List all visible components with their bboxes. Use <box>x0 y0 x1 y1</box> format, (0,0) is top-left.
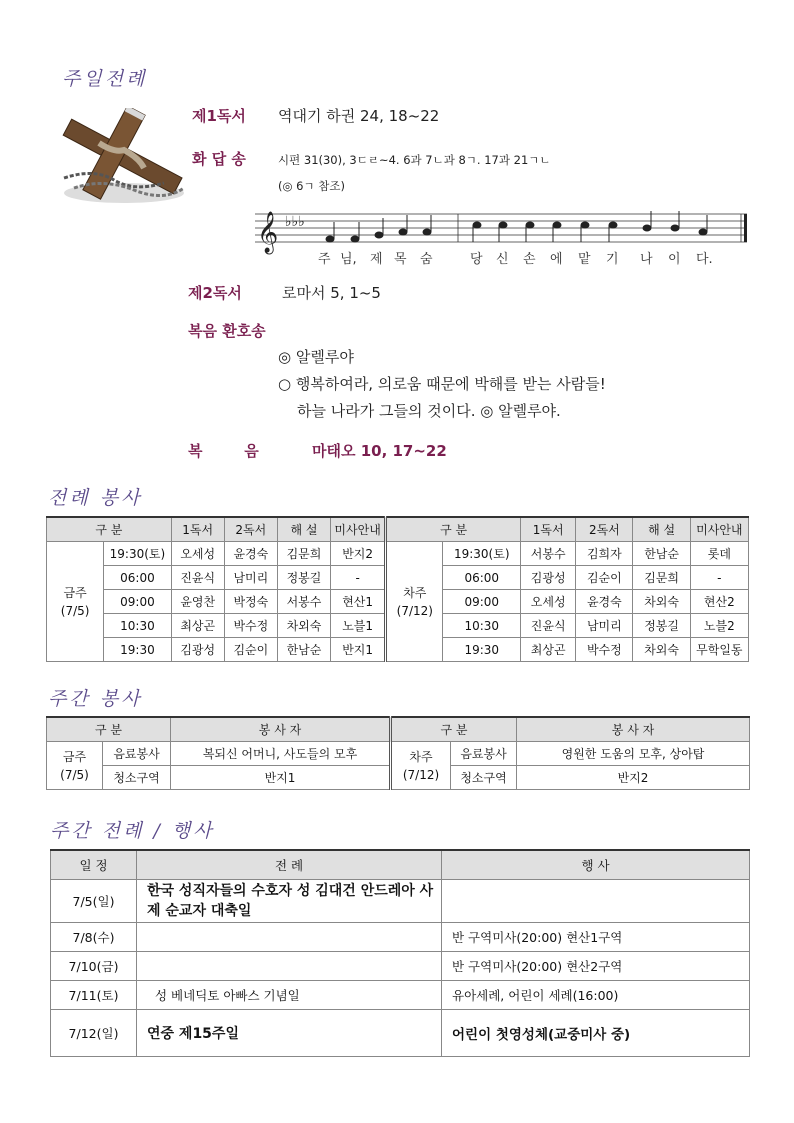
service-who-cell: 반지1 <box>171 766 391 790</box>
reading2-label: 제2독서 <box>188 284 242 302</box>
lyric: 에 <box>550 252 563 267</box>
section-title-liturgy-service: 전례 봉사 <box>48 487 143 509</box>
time-cell: 09:00 <box>104 590 171 614</box>
service-who-cell: 반지2 <box>517 766 750 790</box>
service-kind-cell: 청소구역 <box>103 766 171 790</box>
reader1-cell: 최상곤 <box>521 638 576 662</box>
week-label-this: 금주 (7/5) <box>47 542 104 662</box>
col-header: 구 분 <box>391 717 517 742</box>
service-who-cell: 복되신 어머니, 사도들의 모후 <box>171 742 391 766</box>
col-header: 2독서 <box>224 517 277 542</box>
event-cell: 유아세례, 어린이 세례(16:00) <box>442 981 750 1010</box>
table-row <box>51 880 750 923</box>
lyric: 님, <box>340 252 357 267</box>
reader1-cell: 김광성 <box>171 638 224 662</box>
reader2-cell: 남미리 <box>576 614 633 638</box>
time-cell: 19:30(토) <box>443 542 521 566</box>
col-header: 해 설 <box>633 517 690 542</box>
col-header: 전 례 <box>137 850 442 880</box>
table-header-row <box>51 850 750 880</box>
week-label-next: 차주 (7/12) <box>391 742 451 790</box>
event-cell <box>442 880 750 923</box>
guide-cell: - <box>331 566 386 590</box>
lyric: 기 <box>606 252 619 267</box>
col-header: 봉 사 자 <box>517 717 750 742</box>
psalm-text: 시편 31(30), 3ㄷㄹ~4. 6과 7ㄴ과 8ㄱ. 17과 21ㄱㄴ <box>278 153 551 167</box>
reading2-text: 로마서 5, 1~5 <box>282 284 381 302</box>
commentator-cell: 차외숙 <box>633 638 690 662</box>
liturgy-cell <box>137 952 442 981</box>
guide-cell: 노블2 <box>690 614 748 638</box>
service-kind-cell: 음료봉사 <box>451 742 517 766</box>
col-header: 2독서 <box>576 517 633 542</box>
commentator-cell: 정봉길 <box>277 566 330 590</box>
guide-cell: 롯데 <box>690 542 748 566</box>
reader2-cell: 남미리 <box>224 566 277 590</box>
commentator-cell: 김문희 <box>633 566 690 590</box>
reader1-cell: 진윤식 <box>521 614 576 638</box>
guide-cell: 무학일동 <box>690 638 748 662</box>
commentator-cell: 김문희 <box>277 542 330 566</box>
lyric: 목 <box>394 252 407 267</box>
time-cell: 19:30(토) <box>104 542 171 566</box>
guide-cell: 현산2 <box>690 590 748 614</box>
reader2-cell: 윤경숙 <box>224 542 277 566</box>
liturgy-service-table <box>46 516 749 662</box>
alleluia-label: 복음 환호송 <box>188 322 266 340</box>
guide-cell: 현산1 <box>331 590 386 614</box>
date-cell: 7/8(수) <box>51 923 137 952</box>
lyric: 주 <box>318 252 331 267</box>
col-header: 구 분 <box>386 517 521 542</box>
time-cell: 19:30 <box>443 638 521 662</box>
liturgy-cell: 성 베네딕토 아빠스 기념일 <box>137 981 442 1010</box>
lyric: 나 <box>640 252 653 267</box>
date-cell: 7/10(금) <box>51 952 137 981</box>
alleluia-line3: 하늘 나라가 그들의 것이다. ◎ 알렐루야. <box>297 402 561 420</box>
liturgy-cell: 연중 제15주일 <box>137 1010 442 1057</box>
section-title-weekly-events: 주간 전례 / 행사 <box>50 820 215 842</box>
time-cell: 10:30 <box>443 614 521 638</box>
event-cell: 어린이 첫영성체(교중미사 중) <box>442 1010 750 1057</box>
lyric: 다. <box>696 252 713 267</box>
reader1-cell: 김광성 <box>521 566 576 590</box>
date-cell: 7/5(일) <box>51 880 137 923</box>
table-row <box>47 542 749 566</box>
week-label-next: 차주 (7/12) <box>386 542 443 662</box>
col-header: 봉 사 자 <box>171 717 391 742</box>
svg-text:♭♭♭: ♭♭♭ <box>285 214 305 230</box>
psalm-note: (◎ 6ㄱ 참조) <box>278 179 345 193</box>
col-header: 1독서 <box>521 517 576 542</box>
col-header: 구 분 <box>47 717 171 742</box>
week-label-this: 금주 (7/5) <box>47 742 103 790</box>
liturgy-cell: 한국 성직자들의 수호자 성 김대건 안드레아 사제 순교자 대축일 <box>137 880 442 923</box>
reading1-label: 제1독서 <box>192 107 246 125</box>
lyric: 제 <box>370 252 383 267</box>
col-header: 미사안내 <box>331 517 386 542</box>
col-header: 미사안내 <box>690 517 748 542</box>
lyric: 당 <box>470 252 483 267</box>
reader2-cell: 박정숙 <box>224 590 277 614</box>
reading1-text: 역대기 하권 24, 18~22 <box>278 107 440 125</box>
table-row <box>51 923 750 952</box>
col-header: 1독서 <box>171 517 224 542</box>
liturgy-cell <box>137 923 442 952</box>
section-title-weekly-service: 주간 봉사 <box>48 688 143 710</box>
lyric: 맡 <box>578 252 591 267</box>
alleluia-line1: ◎ 알렐루야 <box>278 348 354 366</box>
svg-text:𝄞: 𝄞 <box>257 212 279 253</box>
lyric: 숨 <box>420 252 433 267</box>
reader1-cell: 진윤식 <box>171 566 224 590</box>
lyric: 이 <box>668 252 681 267</box>
col-header: 행 사 <box>442 850 750 880</box>
reader2-cell: 김순이 <box>224 638 277 662</box>
time-cell: 19:30 <box>104 638 171 662</box>
guide-cell: 반지2 <box>331 542 386 566</box>
reader2-cell: 박수정 <box>224 614 277 638</box>
event-cell: 반 구역미사(20:00) 현산1구역 <box>442 923 750 952</box>
gospel-label: 복 음 <box>188 442 259 460</box>
guide-cell: 반지1 <box>331 638 386 662</box>
reader2-cell: 김순이 <box>576 566 633 590</box>
time-cell: 06:00 <box>443 566 521 590</box>
crucifix-image <box>44 108 194 208</box>
table-header-row <box>47 717 750 742</box>
service-kind-cell: 음료봉사 <box>103 742 171 766</box>
commentator-cell: 서봉수 <box>277 590 330 614</box>
commentator-cell: 한남순 <box>277 638 330 662</box>
lyric: 신 <box>496 252 509 267</box>
reader1-cell: 윤영찬 <box>171 590 224 614</box>
reader1-cell: 오세성 <box>171 542 224 566</box>
alleluia-line2: ○ 행복하여라, 의로움 때문에 박해를 받는 사람들! <box>278 375 606 393</box>
table-row <box>51 981 750 1010</box>
guide-cell: 노블1 <box>331 614 386 638</box>
table-row <box>51 952 750 981</box>
weekly-events-table <box>50 849 750 1057</box>
col-header: 해 설 <box>277 517 330 542</box>
gospel-text: 마태오 10, 17~22 <box>312 442 447 460</box>
reader1-cell: 최상곤 <box>171 614 224 638</box>
weekly-service-table <box>46 716 750 790</box>
guide-cell: - <box>690 566 748 590</box>
date-cell: 7/12(일) <box>51 1010 137 1057</box>
psalm-label: 화 답 송 <box>192 150 246 168</box>
commentator-cell: 한남순 <box>633 542 690 566</box>
time-cell: 06:00 <box>104 566 171 590</box>
service-who-cell: 영원한 도움의 모후, 상아탑 <box>517 742 750 766</box>
table-header-row <box>47 517 749 542</box>
commentator-cell: 차외숙 <box>277 614 330 638</box>
table-row <box>51 1010 750 1057</box>
commentator-cell: 차외숙 <box>633 590 690 614</box>
reader2-cell: 박수정 <box>576 638 633 662</box>
section-title-mass: 주일전례 <box>62 68 148 90</box>
lyric: 손 <box>523 252 536 267</box>
commentator-cell: 정봉길 <box>633 614 690 638</box>
reader1-cell: 서봉수 <box>521 542 576 566</box>
col-header: 구 분 <box>47 517 172 542</box>
reader1-cell: 오세성 <box>521 590 576 614</box>
service-kind-cell: 청소구역 <box>451 766 517 790</box>
reader2-cell: 윤경숙 <box>576 590 633 614</box>
event-cell: 반 구역미사(20:00) 현산2구역 <box>442 952 750 981</box>
time-cell: 09:00 <box>443 590 521 614</box>
time-cell: 10:30 <box>104 614 171 638</box>
date-cell: 7/11(토) <box>51 981 137 1010</box>
col-header: 일 정 <box>51 850 137 880</box>
reader2-cell: 김희자 <box>576 542 633 566</box>
table-row <box>47 742 750 766</box>
